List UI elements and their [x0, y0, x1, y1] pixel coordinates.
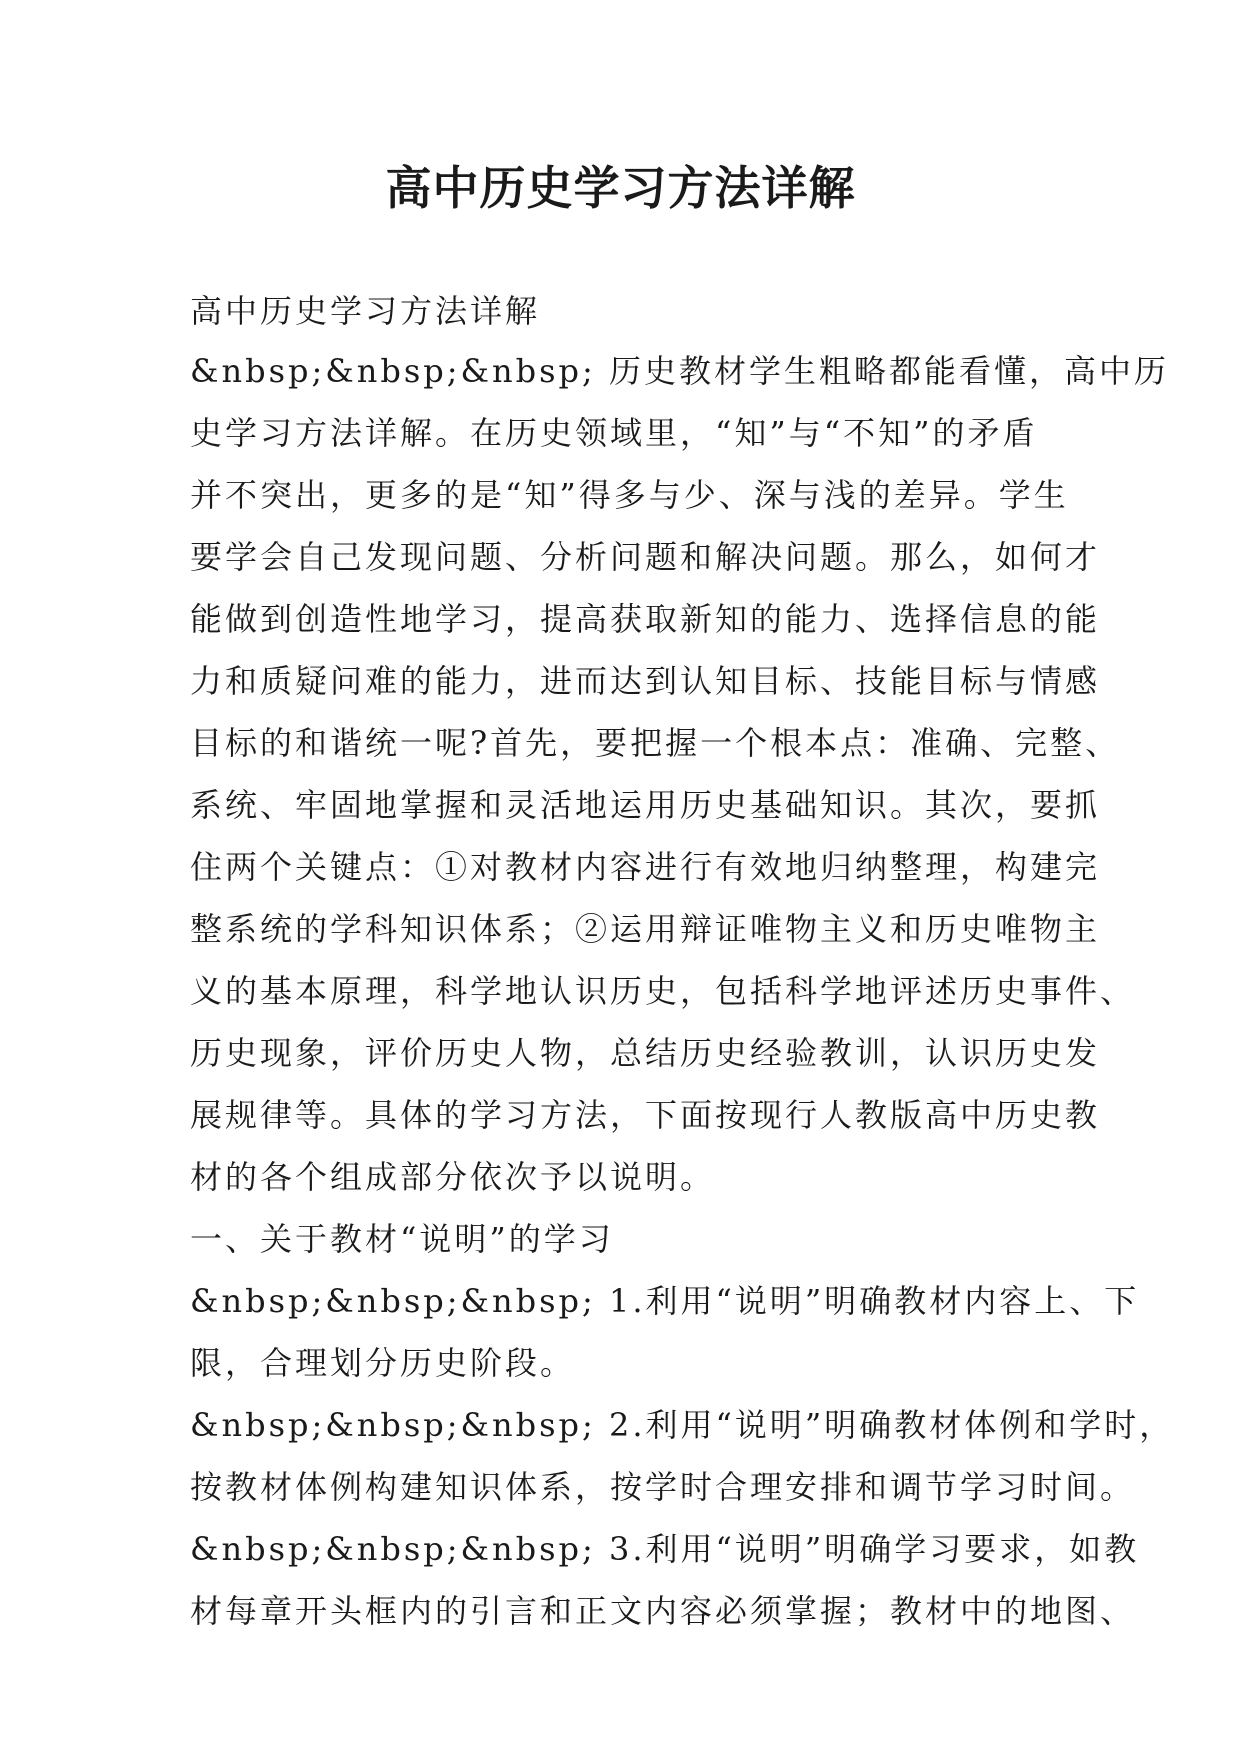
- paragraph-line: &nbsp;&nbsp;&nbsp; 1.利用“说明”明确教材内容上、下: [190, 1282, 1140, 1320]
- paragraph-line: 系统、牢固地掌握和灵活地运用历史基础知识。其次，要抓: [190, 786, 1101, 824]
- paragraph-line: 并不突出，更多的是“知”得多与少、深与浅的差异。学生: [190, 476, 1069, 514]
- paragraph-line: 力和质疑问难的能力，进而达到认知目标、技能目标与情感: [190, 662, 1101, 700]
- paragraph-line: 展规律等。具体的学习方法，下面按现行人教版高中历史教: [190, 1096, 1101, 1134]
- paragraph-line: 整系统的学科知识体系；②运用辩证唯物主义和历史唯物主: [190, 910, 1101, 948]
- paragraph-line: 住两个关键点：①对教材内容进行有效地归纳整理，构建完: [190, 848, 1101, 886]
- paragraph-line: 要学会自己发现问题、分析问题和解决问题。那么，如何才: [190, 538, 1101, 576]
- paragraph-line: 按教材体例构建知识体系，按学时合理安排和调节学习时间。: [190, 1468, 1136, 1506]
- paragraph-line: 一、关于教材“说明”的学习: [190, 1220, 614, 1258]
- paragraph-line: 义的基本原理，科学地认识历史，包括科学地评述历史事件、: [190, 972, 1136, 1010]
- paragraph-line: 限，合理划分历史阶段。: [190, 1344, 576, 1382]
- paragraph-line: 目标的和谐统一呢?首先，要把握一个根本点：准确、完整、: [190, 724, 1121, 762]
- document-subtitle-line: 高中历史学习方法详解: [190, 292, 541, 330]
- paragraph-line: 材每章开头框内的引言和正文内容必须掌握；教材中的地图、: [190, 1592, 1136, 1630]
- paragraph-line: 材的各个组成部分依次予以说明。: [190, 1158, 716, 1196]
- paragraph-line: &nbsp;&nbsp;&nbsp; 3.利用“说明”明确学习要求，如教: [190, 1530, 1140, 1568]
- paragraph-line: 史学习方法详解。在历史领域里，“知”与“不知”的矛盾: [190, 414, 1038, 452]
- paragraph-line: 历史现象，评价历史人物，总结历史经验教训，认识历史发: [190, 1034, 1101, 1072]
- paragraph-line: 能做到创造性地学习，提高获取新知的能力、选择信息的能: [190, 600, 1101, 638]
- document-title: 高中历史学习方法详解: [385, 161, 856, 215]
- paragraph-line: &nbsp;&nbsp;&nbsp; 历史教材学生粗略都能看懂，高中历: [190, 352, 1169, 390]
- paragraph-line: &nbsp;&nbsp;&nbsp; 2.利用“说明”明确教材体例和学时，: [190, 1406, 1175, 1444]
